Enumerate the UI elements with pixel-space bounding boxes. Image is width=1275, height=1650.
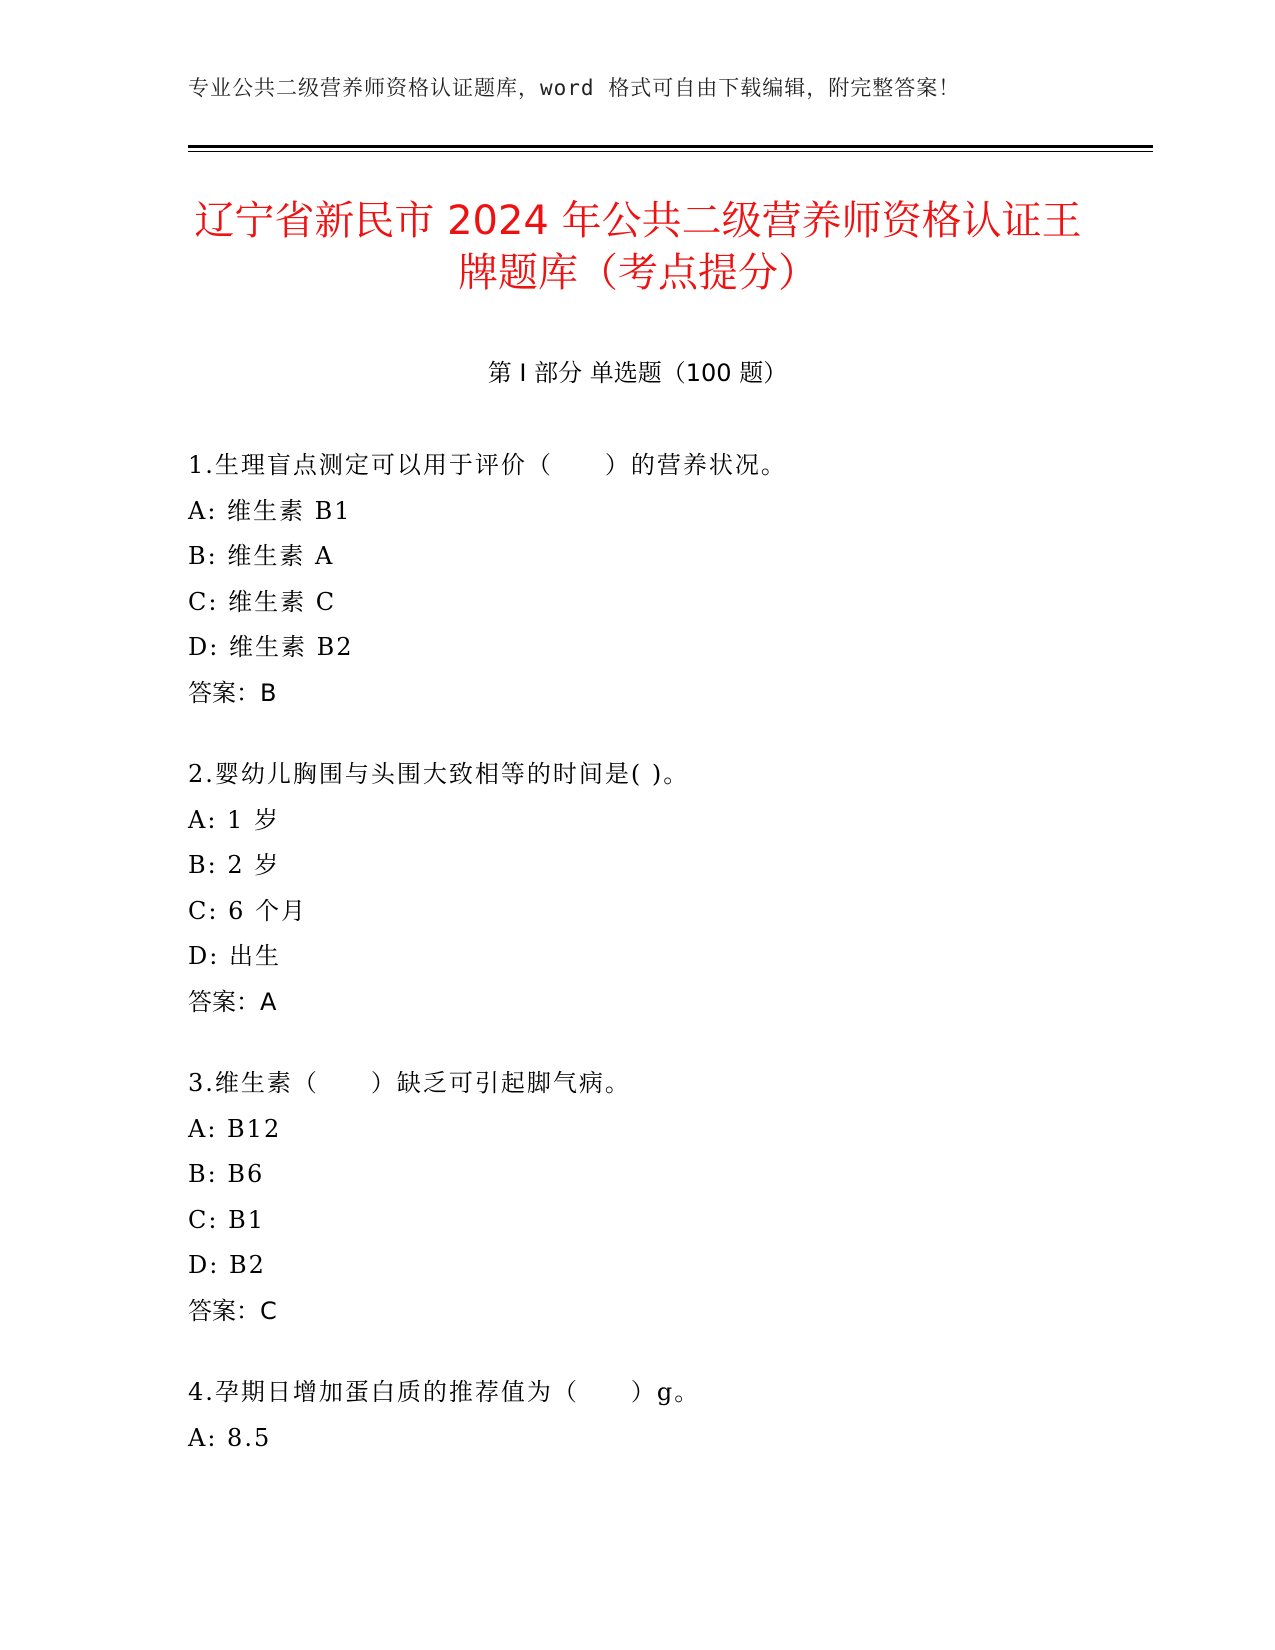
question-item — [188, 752, 1153, 1025]
option-b: B: 维生素 A — [188, 542, 335, 570]
option-b: B: 2 岁 — [188, 851, 281, 879]
option-a: A: 1 岁 — [188, 805, 280, 834]
header-divider-thick — [188, 145, 1153, 148]
question-stem: 4.孕期日增加蛋白质的推荐值为（ ）g。 — [188, 1378, 701, 1406]
option-c: C: 维生素 C — [188, 587, 337, 616]
option-a: A: B12 — [188, 1114, 282, 1143]
option-a: A: 8.5 — [188, 1423, 272, 1452]
question-item — [188, 443, 1153, 716]
question-stem: 1.生理盲点测定可以用于评价（ ）的营养状况。 — [188, 451, 787, 479]
option-a: A: 维生素 B1 — [188, 496, 352, 525]
option-d: D: B2 — [188, 1251, 266, 1279]
answer-line: 答案：B — [188, 678, 277, 707]
question-stem: 2.婴幼儿胸围与头围大致相等的时间是( )。 — [188, 760, 690, 788]
answer-line: 答案：A — [188, 987, 277, 1016]
header-divider-thin — [188, 151, 1153, 152]
option-d: D: 维生素 B2 — [188, 633, 354, 661]
question-stem: 3.维生素（ ）缺乏可引起脚气病。 — [188, 1069, 631, 1097]
header-note: 专业公共二级营养师资格认证题库，word 格式可自由下载编辑，附完整答案！ — [188, 76, 961, 100]
option-b: B: B6 — [188, 1160, 265, 1188]
option-c: C: B1 — [188, 1205, 265, 1234]
question-item — [188, 1061, 1153, 1334]
question-list — [188, 443, 1153, 1497]
question-item — [188, 1370, 1153, 1461]
option-c: C: 6 个月 — [188, 896, 307, 925]
option-d: D: 出生 — [188, 942, 281, 970]
answer-line: 答案：C — [188, 1296, 277, 1325]
section-title: 第 I 部分 单选题（100 题） — [487, 359, 788, 387]
document-title: 辽宁省新民市 2024 年公共二级营养师资格认证王牌题库（考点提分） — [194, 198, 1082, 296]
